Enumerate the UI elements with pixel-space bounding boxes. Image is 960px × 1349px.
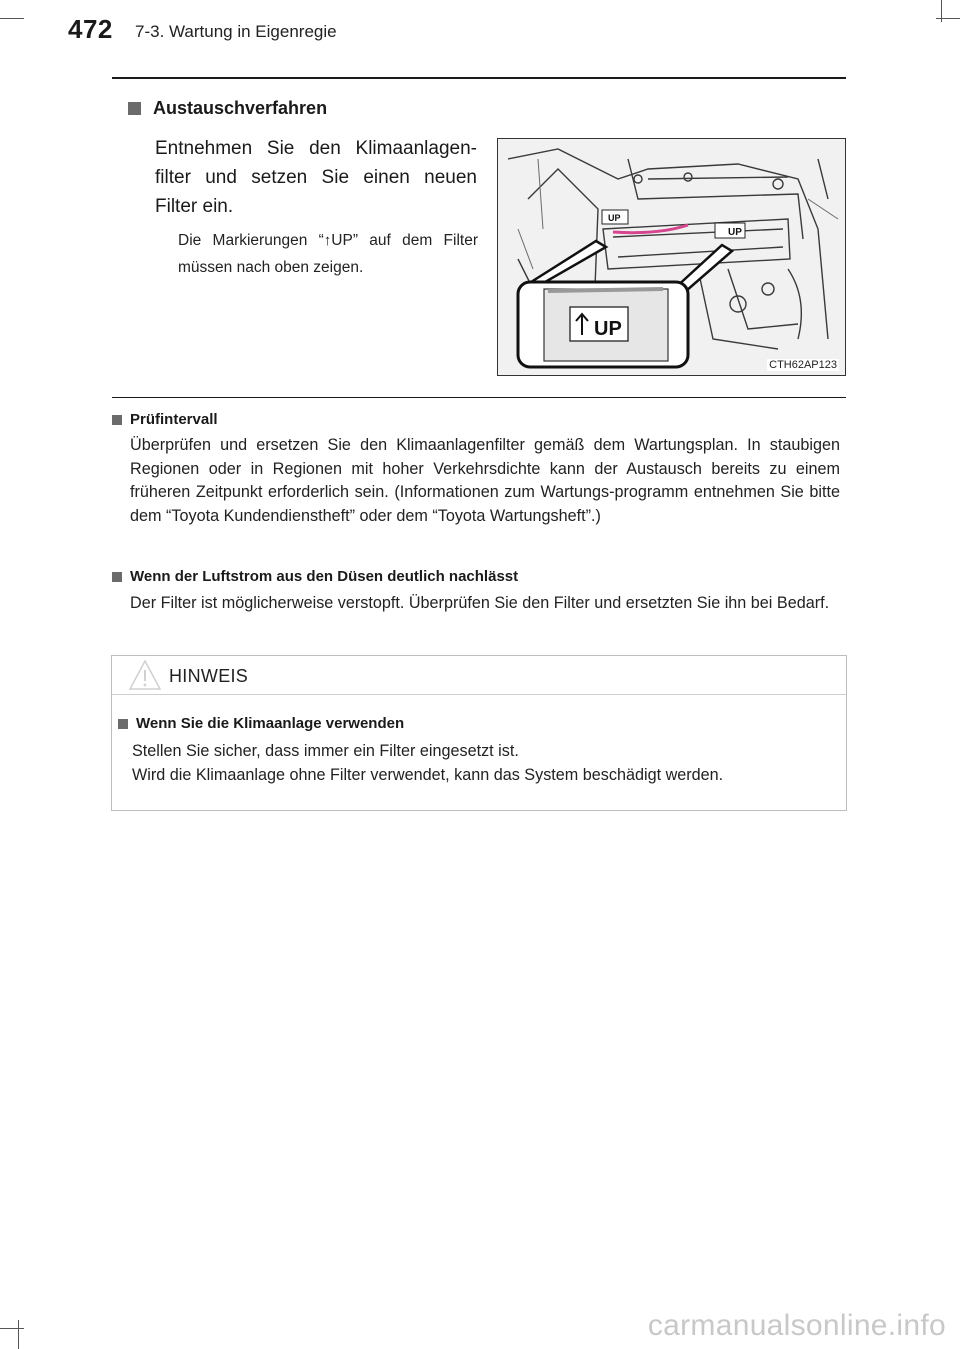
- notice-header: [112, 656, 846, 695]
- procedure-heading: [128, 98, 327, 119]
- notice-box: [111, 655, 847, 811]
- warning-triangle-icon: [128, 659, 162, 691]
- header-rule: [112, 77, 846, 79]
- notice-line: Wird die Klimaanlage ohne Filter verwendet, kann das System beschädigt werden.: [132, 766, 724, 784]
- notice-line: Stellen Sie sicher, dass immer ein Filter eingesetzt ist.: [132, 742, 519, 760]
- up-label-large: UP: [594, 318, 622, 340]
- note-text-start: Die Markierungen “: [178, 232, 324, 249]
- crop-mark: [941, 0, 942, 22]
- section-heading-luftstrom: [112, 568, 518, 585]
- figure-code: CTH62AP123: [769, 359, 837, 371]
- note-text-end: UP” auf dem Filter müssen nach oben zeigen.: [178, 232, 478, 276]
- section-heading-text: Wenn der Luftstrom aus den Düsen deutlich nachlässt: [130, 568, 519, 585]
- filter-illustration: [497, 138, 846, 376]
- up-label-small-right: UP: [728, 227, 742, 238]
- procedure-note: [178, 227, 478, 281]
- section-body-luftstrom: Der Filter ist möglicherweise verstopft. Überprüfen Sie den Filter und ersetzten Sie ihn bei Bedarf.: [130, 594, 830, 612]
- notice-subheading: [118, 715, 404, 732]
- notice-title: HINWEIS: [169, 666, 249, 686]
- procedure-heading-text: Austauschverfahren: [153, 98, 328, 118]
- square-bullet-icon: [112, 572, 122, 582]
- crop-mark: [936, 18, 960, 19]
- square-bullet-icon: [118, 719, 128, 729]
- square-bullet-icon: [128, 102, 141, 115]
- square-bullet-icon: [112, 415, 122, 425]
- notice-subheading-text: Wenn Sie die Klimaanlage verwenden: [136, 715, 405, 732]
- crop-mark: [18, 1320, 19, 1349]
- section-body-pruefintervall: Überprüfen und ersetzen Sie den Klimaanlagenfilter gemäß dem Wartungsplan. In staubigen Regionen oder in Regionen mit hoher Verkehrsdichte kann der Austausch bereits zu einem früheren Zeitpunkt erforderlich sein. (Informationen zum Wartungs-programm entnehmen Sie bitte dem “Toyota Kundendienstheft” oder dem “Toyota Wartungsheft”.): [130, 436, 840, 525]
- filter-illustration-drawing: [498, 139, 846, 376]
- up-arrow-icon: ↑: [323, 232, 332, 249]
- chapter-title: 7-3. Wartung in Eigenregie: [135, 22, 337, 41]
- up-label-small-left: UP: [608, 213, 621, 223]
- procedure-instruction: Entnehmen Sie den Klimaanlagen-filter und setzen Sie einen neuen Filter ein.: [155, 138, 477, 217]
- section-divider: [112, 397, 846, 398]
- section-heading-text: Prüfintervall: [130, 411, 218, 428]
- crop-mark: [0, 18, 24, 19]
- crop-mark: [0, 1328, 24, 1329]
- page-number: 472: [68, 14, 113, 44]
- watermark: carmanualsonline.info: [647, 1309, 946, 1342]
- section-heading-pruefintervall: [112, 411, 218, 428]
